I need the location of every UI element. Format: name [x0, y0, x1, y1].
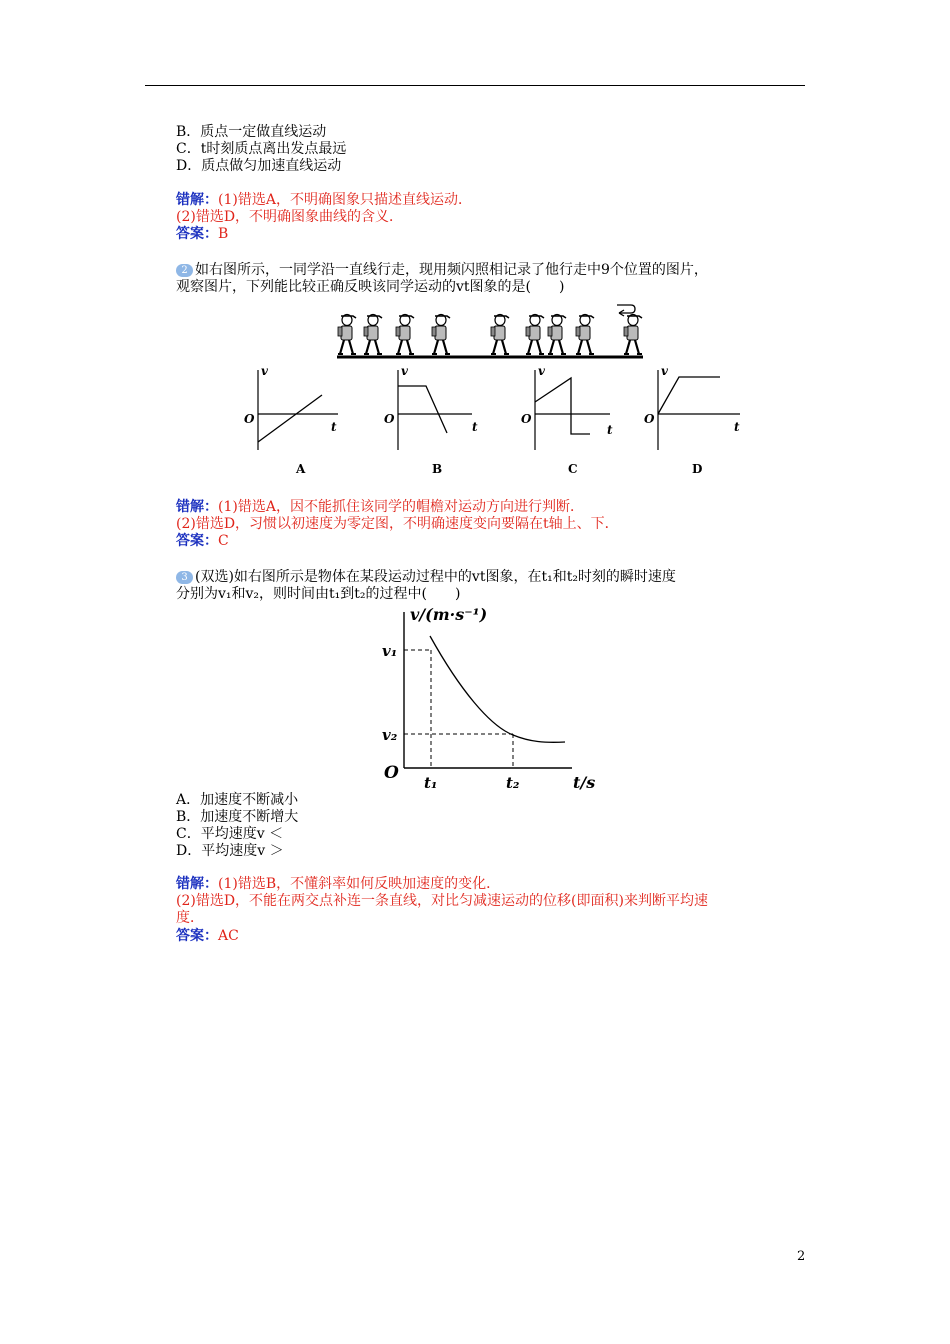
graph-c	[521, 364, 613, 476]
strobe-photo	[335, 300, 645, 362]
error-text: (1)错选A，因不能抓住该同学的帽檐对运动方向进行判断．	[218, 499, 584, 515]
answer-value: AC	[218, 928, 239, 944]
q3-answer	[176, 928, 239, 945]
answer-value: B	[218, 226, 229, 242]
walker-figure	[432, 315, 450, 355]
graph-b	[384, 364, 478, 476]
y-axis-label: v/(m·s⁻¹)	[410, 605, 488, 624]
axis-v-label: v	[538, 364, 545, 378]
origin-label: O	[644, 412, 655, 426]
v2-label: v₂	[382, 726, 398, 744]
velocity-curve	[430, 636, 565, 742]
origin-label: O	[244, 412, 255, 426]
walker-figure	[576, 315, 594, 355]
q3-vt-graph	[380, 600, 610, 795]
walker-figure	[491, 315, 509, 355]
walker-figure	[364, 315, 382, 355]
graph-d-line	[658, 377, 720, 414]
walker-figure	[624, 315, 642, 355]
q3-option-b: B．加速度不断增大	[176, 809, 299, 825]
q1-error-line-2: (2)错选D，不明确图象曲线的含义．	[176, 209, 404, 225]
axis-t-label: t	[734, 420, 740, 434]
header-rule	[145, 85, 805, 86]
t2-label: t₂	[506, 774, 520, 792]
origin-label: O	[384, 763, 399, 783]
axis-t-label: t	[331, 420, 337, 434]
direction-hook-icon	[617, 305, 635, 313]
page-number: 2	[797, 1249, 806, 1264]
t1-label: t₁	[424, 774, 438, 792]
q2-stem-line-2: 观察图片，下列能比较正确反映该同学运动的vt图象的是( )	[176, 279, 565, 295]
graph-a	[244, 364, 338, 476]
q3-option-a: A．加速度不断减小	[176, 792, 299, 808]
q1-option-c: C．t时刻质点离出发点最远	[176, 141, 347, 157]
q1-error-line-1	[176, 192, 472, 209]
vt-graph-options	[240, 362, 750, 482]
walker-figure	[548, 315, 566, 355]
q2-stem-line-1	[176, 262, 708, 279]
axis-v-label: v	[261, 364, 268, 378]
graph-d-label: D	[692, 462, 703, 476]
q2-error-line-1	[176, 499, 584, 516]
graph-d	[644, 364, 740, 476]
q3-error-line-3: 度．	[176, 910, 204, 926]
axis-t-label: t	[607, 423, 613, 437]
q1-option-b: B．质点一定做直线运动	[176, 124, 327, 140]
answer-label: 答案：	[176, 928, 218, 944]
walker-figure	[338, 315, 356, 355]
graph-a-line	[258, 395, 322, 442]
graph-b-line	[398, 386, 447, 433]
error-label: 错解：	[176, 192, 218, 208]
error-label: 错解：	[176, 499, 218, 515]
q3-stem-line-2: 分别为v₁和v₂，则时间由t₁到t₂的过程中( )	[176, 586, 461, 602]
q3-option-c: C．平均速度v ＜	[176, 826, 284, 842]
q3-error-line-1	[176, 876, 500, 893]
origin-label: O	[384, 412, 395, 426]
answer-label: 答案：	[176, 533, 218, 549]
axis-v-label: v	[661, 364, 668, 378]
graph-b-label: B	[432, 462, 443, 476]
error-text: (1)错选B，不懂斜率如何反映加速度的变化．	[218, 876, 501, 892]
q3-stem-line-1	[176, 569, 676, 586]
axis-t-label: t	[472, 420, 478, 434]
q2-stem-text: 如右图所示，一同学沿一直线行走，现用频闪照相记录了他行走中9个位置的图片，	[195, 262, 708, 278]
graph-a-label: A	[296, 462, 306, 476]
q2-answer	[176, 533, 229, 550]
origin-label: O	[521, 412, 532, 426]
graph-c-label: C	[568, 462, 578, 476]
q1-option-d: D．质点做匀加速直线运动	[176, 158, 342, 174]
x-axis-label: t/s	[573, 773, 596, 792]
q1-answer	[176, 226, 228, 243]
q3-error-line-2: (2)错选D，不能在两交点补连一条直线，对比匀减速运动的位移(即面积)来判断平均速	[176, 893, 708, 909]
q3-stem-text: (双选)如右图所示是物体在某段运动过程中的vt图象，在t₁和t₂时刻的瞬时速度	[195, 569, 676, 585]
graph-c-line	[535, 378, 590, 434]
q3-option-d: D．平均速度v ＞	[176, 843, 284, 859]
question-number-badge: 2	[176, 264, 193, 277]
q2-error-line-2: (2)错选D，习惯以初速度为零定图，不明确速度变向要隔在t轴上、下．	[176, 516, 619, 532]
answer-label: 答案：	[176, 226, 218, 242]
error-label: 错解：	[176, 876, 218, 892]
axis-v-label: v	[401, 364, 408, 378]
question-number-badge: 3	[176, 571, 193, 584]
walker-figure	[396, 315, 414, 355]
v1-label: v₁	[382, 642, 398, 660]
error-text: (1)错选A，不明确图象只描述直线运动．	[218, 192, 472, 208]
walker-figure	[526, 315, 544, 355]
answer-value: C	[218, 533, 229, 549]
